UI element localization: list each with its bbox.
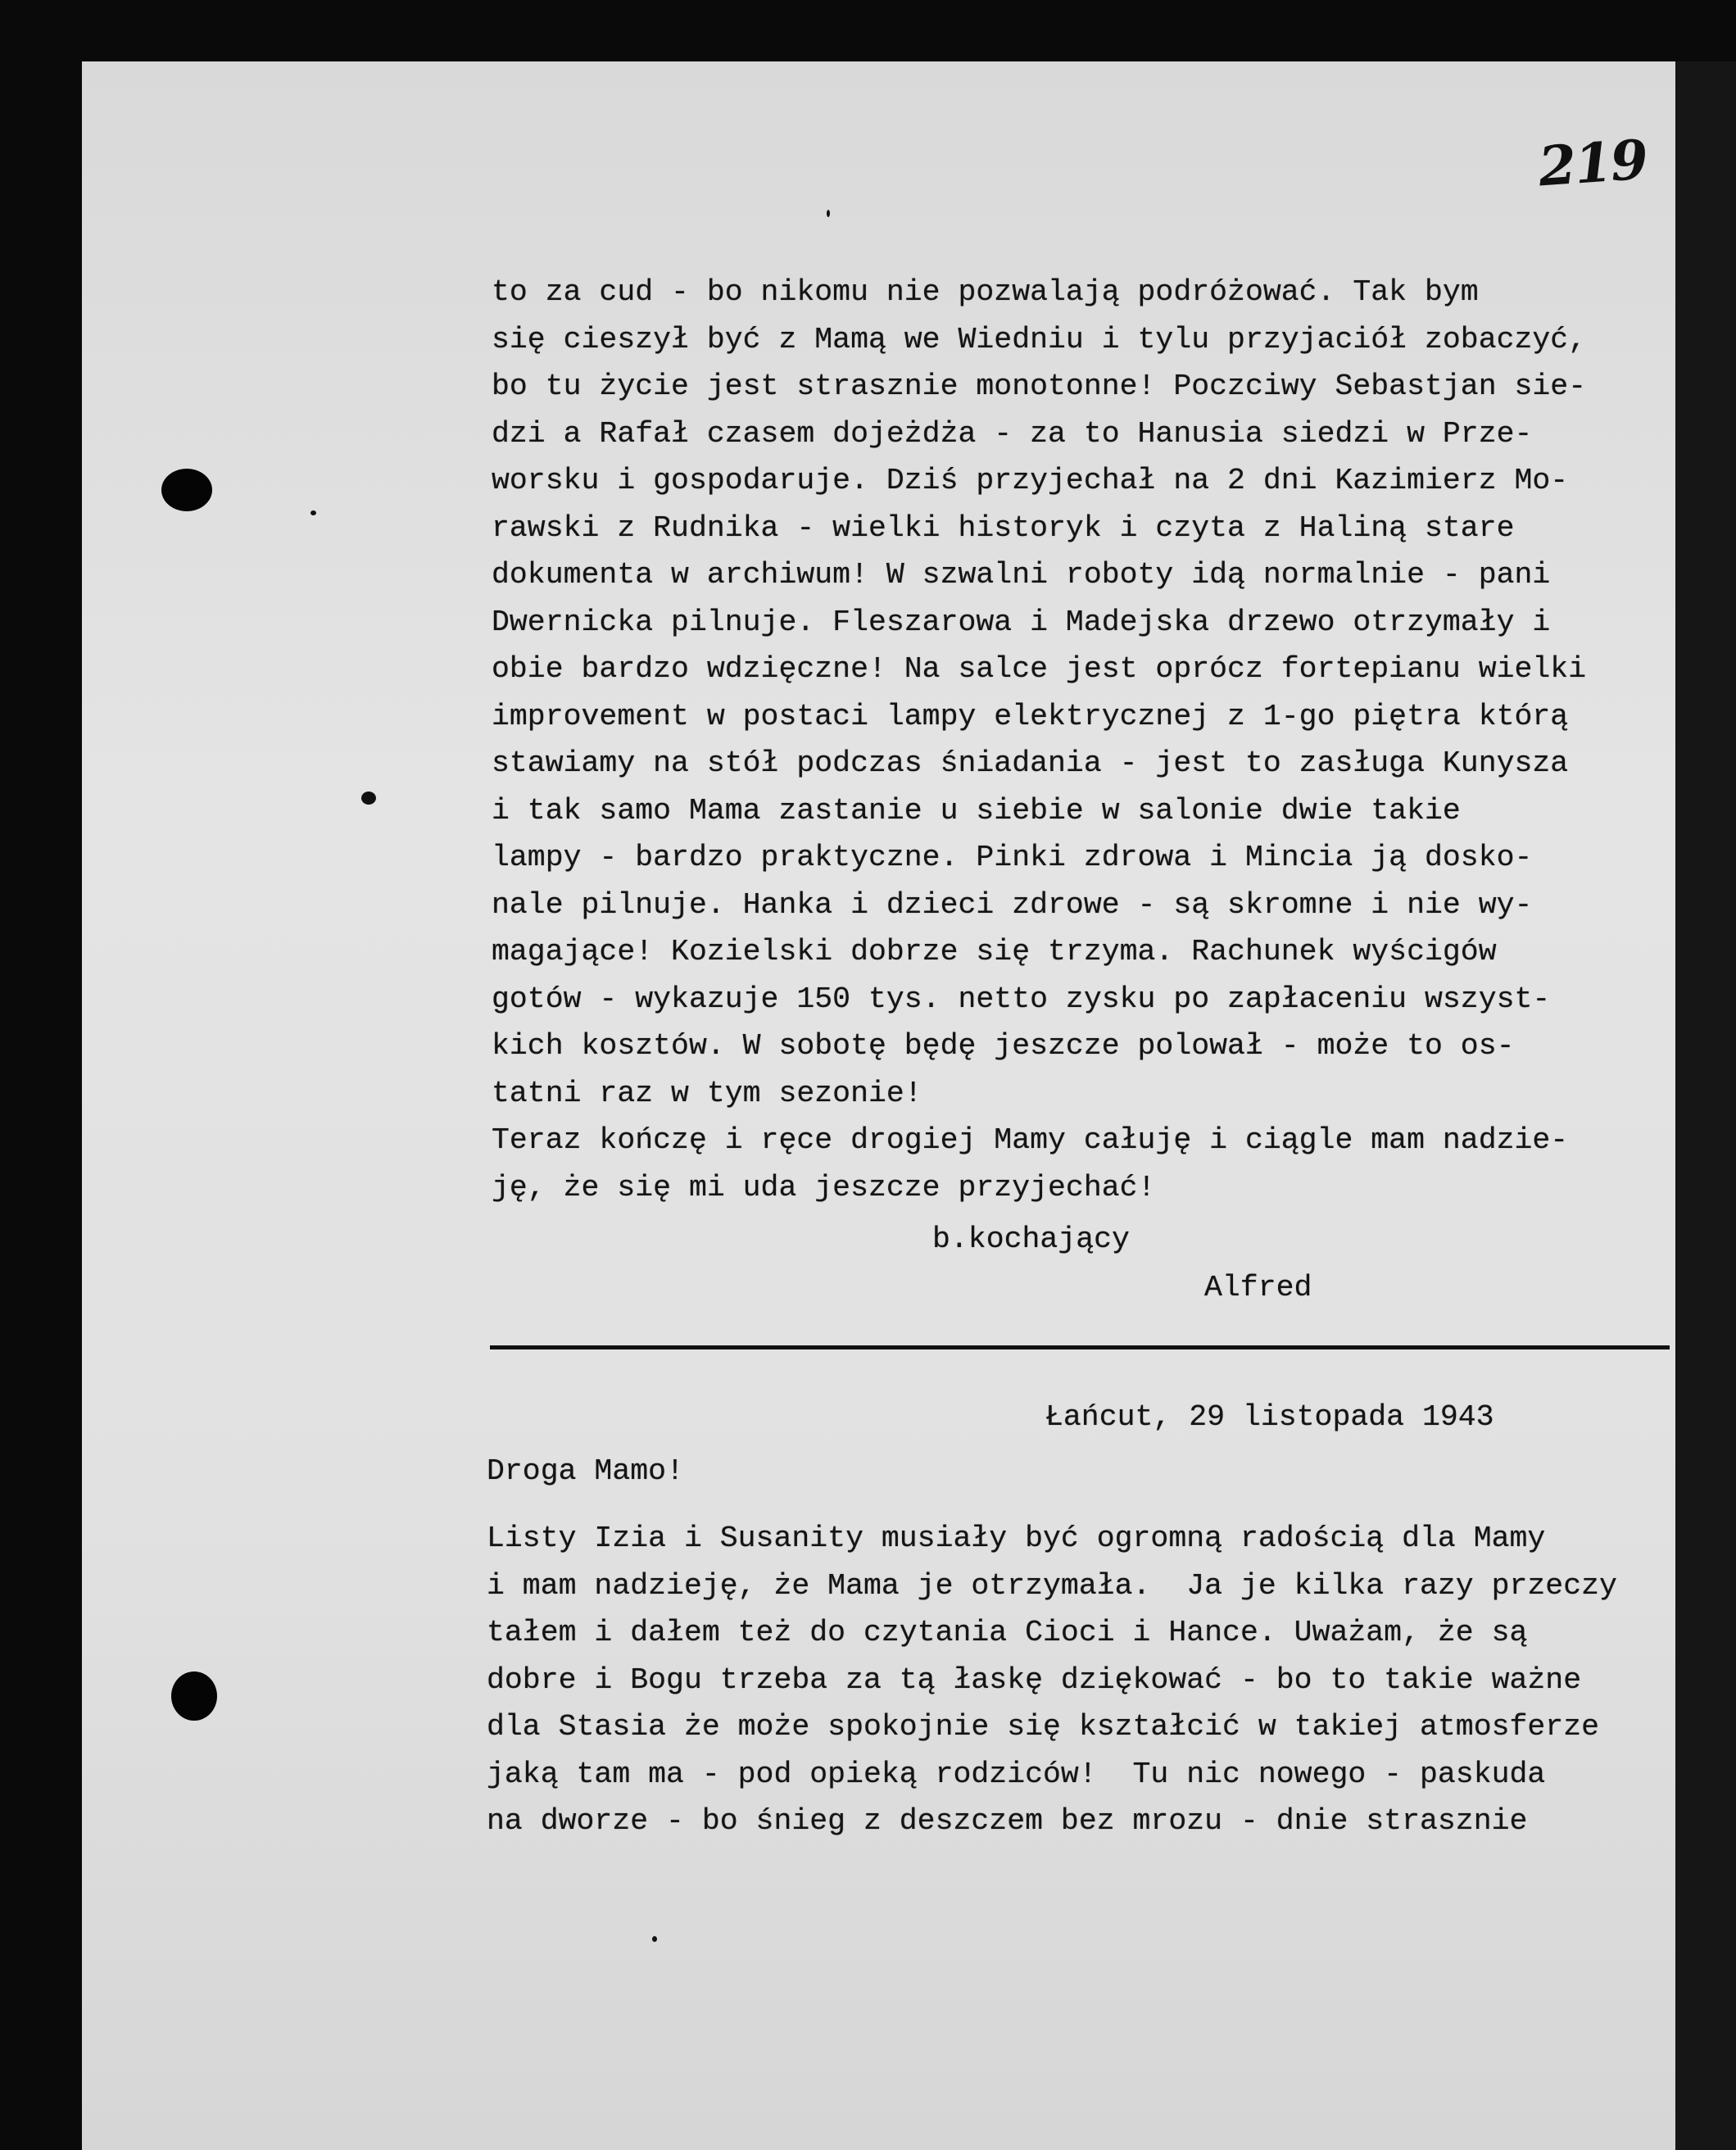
text-line: rawski z Rudnika - wielki historyk i czyta z Haliną stare (492, 510, 1515, 545)
letter-date: Łańcut, 29 listopada 1943 (1045, 1400, 1494, 1434)
text-line: Dwernicka pilnuje. Fleszarowa i Madejska drzewo otrzymały i (492, 605, 1551, 639)
text-line: bo tu życie jest strasznie monotonne! Poczciwy Sebastjan sie- (492, 370, 1587, 403)
ink-speck (310, 510, 316, 515)
text-line: jaką tam ma - pod opieką rodziców! Tu nic nowego - paskuda (487, 1757, 1546, 1791)
text-line: tałem i dałem też do czytania Cioci i Hance. Uważam, że są (487, 1616, 1528, 1649)
text-line: lampy - bardzo praktyczne. Pinki zdrowa i Mincia ją dosko- (492, 841, 1533, 874)
text-line: dokumenta w archiwum! W szwalni roboty idą normalnie - pani (492, 558, 1551, 592)
text-line: dobre i Bogu trzeba za tą łaskę dziękować - bo to takie ważne (487, 1662, 1582, 1697)
letter-one-body (492, 269, 1586, 1211)
text-line: improvement w postaci lampy elektrycznej z 1-go piętra którą (492, 699, 1569, 733)
ink-speck (827, 210, 830, 217)
ink-speck (652, 1936, 657, 1942)
text-line: Teraz kończę i ręce drogiej Mamy całuję i ciągle mam nadzie- (492, 1123, 1569, 1157)
letter-closing: b.kochający (932, 1222, 1130, 1256)
text-line: kich kosztów. W sobotę będę jeszcze polował - może to os- (492, 1029, 1515, 1063)
text-line: ję, że się mi uda jeszcze przyjechać! (492, 1170, 1156, 1204)
punch-hole-top (161, 469, 212, 511)
punch-hole-bottom (171, 1671, 217, 1721)
letter-two-body (487, 1515, 1617, 1845)
letter-signature: Alfred (1204, 1271, 1312, 1304)
text-line: tatni raz w tym sezonie! (492, 1076, 922, 1110)
text-line: Listy Izia i Susanity musiały być ogromną radością dla Mamy (487, 1522, 1546, 1555)
text-line: worsku i gospodaruje. Dziś przyjechał na 2 dni Kazimierz Mo- (492, 464, 1569, 497)
text-line: na dworze - bo śnieg z deszczem bez mrozu - dnie strasznie (487, 1804, 1528, 1838)
text-line: gotów - wykazuje 150 tys. netto zysku po zapłaceniu wszyst- (492, 982, 1551, 1016)
text-line: obie bardzo wdzięczne! Na salce jest oprócz fortepianu wielki (492, 652, 1587, 686)
ink-speck (361, 792, 376, 805)
text-line: i mam nadzieję, że Mama je otrzymała. Ja je kilka razy przeczy (487, 1568, 1617, 1603)
text-line: magające! Kozielski dobrze się trzyma. Rachunek wyścigów (492, 935, 1497, 968)
text-line: nale pilnuje. Hanka i dzieci zdrowe - są skromne i nie wy- (492, 887, 1533, 922)
text-line: to za cud - bo nikomu nie pozwalają podróżować. Tak bym (492, 275, 1479, 309)
text-line: się cieszył być z Mamą we Wiedniu i tylu przyjaciół zobaczyć, (492, 322, 1587, 356)
text-line: i tak samo Mama zastanie u siebie w salonie dwie takie (492, 793, 1461, 828)
text-line: stawiamy na stół podczas śniadania - jest to zasługa Kunysza (492, 746, 1569, 780)
text-line: dla Stasia że może spokojnie się kształcić w takiej atmosferze (487, 1710, 1600, 1744)
letter-divider (490, 1345, 1670, 1349)
text-line: dzi a Rafał czasem dojeżdża - za to Hanusia siedzi w Prze- (492, 416, 1533, 451)
page-number: 219 (1536, 127, 1649, 199)
letter-salutation: Droga Mamo! (487, 1454, 684, 1488)
scan-edge-shadow (1675, 61, 1736, 2150)
